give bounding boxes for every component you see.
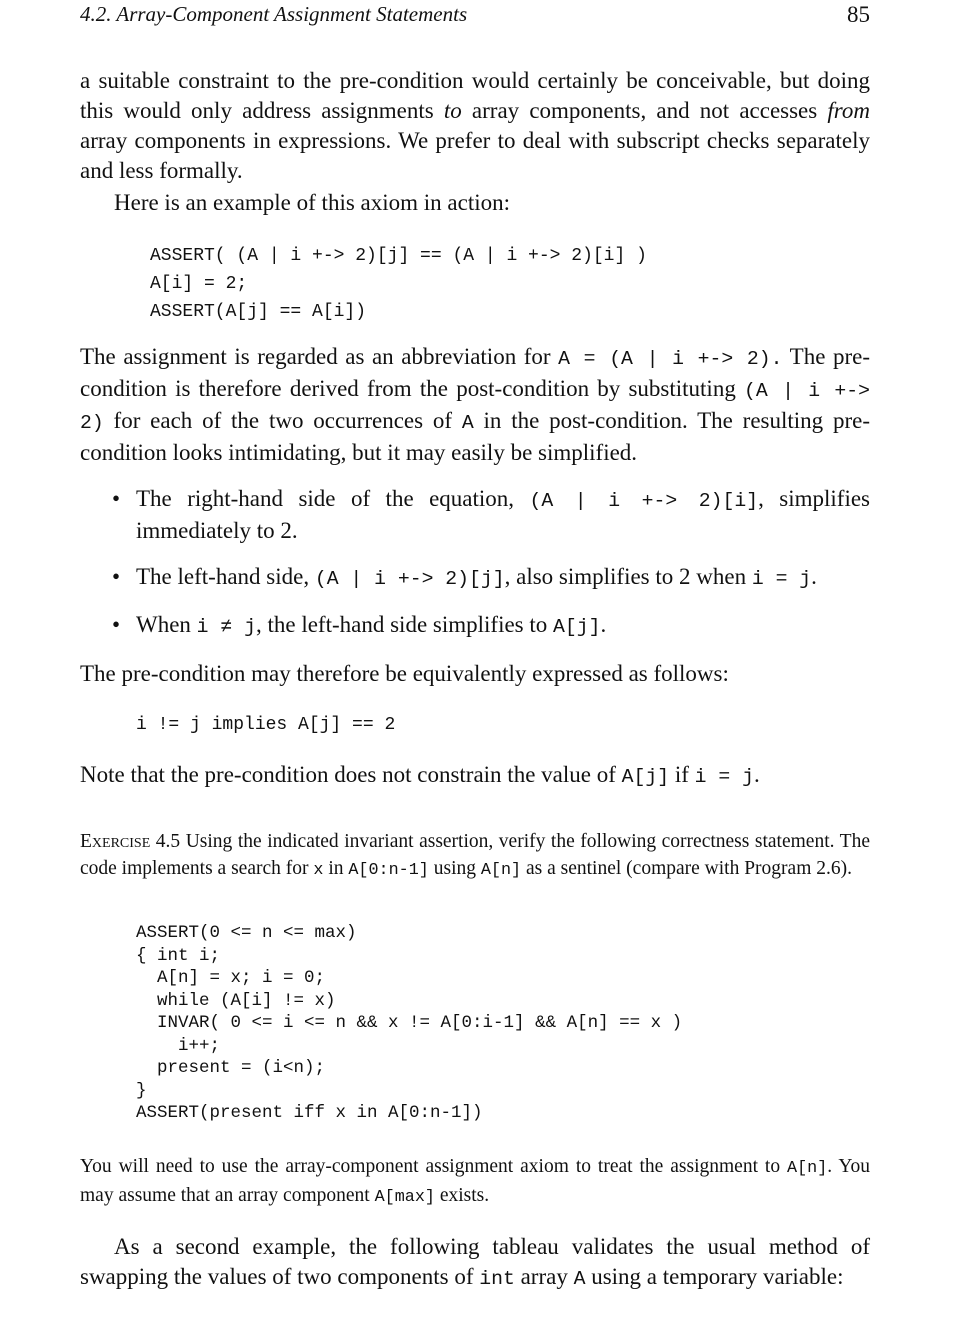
text: The left-hand side, — [136, 564, 315, 589]
bullet-list — [80, 484, 870, 642]
exercise-code-block: ASSERT(0 <= n <= max) { int i; A[n] = x; i = 0; while (A[i] != x) INVAR( 0 <= i <= n && x != A[0:i-1] && A[n] == x ) i++; present = (i<n); } ASSERT(present iff x in A[0:n-1]) — [136, 923, 683, 1123]
exercise-note — [80, 1153, 870, 1211]
text: using a temporary variable: — [585, 1264, 844, 1289]
exercise-number: 4.5 — [155, 831, 181, 852]
text: The pre-condition is therefore derived from the post-condition by substituting — [80, 344, 870, 401]
text: , the left-hand side simplifies to — [255, 612, 554, 637]
section-title: 4.2. Array-Component Assignment Statements — [80, 2, 468, 26]
text: . — [600, 612, 607, 637]
text: The right-hand side of the equation, — [136, 486, 530, 511]
code-inline: int — [479, 1268, 515, 1290]
exercise-statement — [80, 828, 870, 884]
running-header — [80, 2, 870, 32]
text: . — [753, 762, 760, 787]
text: array — [514, 1264, 574, 1289]
code-inline: A[max] — [374, 1188, 435, 1207]
bullet-icon: • — [112, 564, 121, 589]
text: in the post-condition. The resulting pre-condition looks intimidating, but it may easily be simplified. — [80, 408, 870, 465]
text: array components, and not accesses — [461, 98, 828, 123]
code-inline: A — [461, 412, 474, 434]
paragraph-6 — [80, 1232, 870, 1294]
code-inline: (A | i +-> 2)[j] — [314, 568, 505, 590]
page-number: 85 — [847, 2, 870, 27]
text: . You may assume that an array component — [80, 1156, 870, 1206]
paragraph-2: Here is an example of this axiom in action: — [114, 190, 510, 215]
text: as a sentinel (compare with Program 2.6). — [521, 858, 852, 879]
exercise-label: Exercise — [80, 831, 151, 852]
paragraph-3 — [80, 342, 870, 468]
code-inline: A[j] — [621, 766, 670, 788]
text: exists. — [434, 1185, 490, 1206]
text: , also simplifies to 2 when — [504, 564, 752, 589]
math-inline: i = j — [751, 568, 812, 590]
list-item — [80, 484, 870, 546]
list-item — [80, 562, 870, 594]
code-inline: A — [573, 1268, 586, 1290]
text: using — [428, 858, 481, 879]
math-inline: i ≠ j — [196, 616, 256, 638]
bullet-icon: • — [112, 612, 121, 637]
text: Note that the pre-condition does not constrain the value of — [80, 762, 622, 787]
emphasis-to: to — [443, 98, 462, 123]
text: for each of the two occurrences of — [103, 408, 462, 433]
bullet-icon: • — [112, 486, 121, 511]
text: As a second example, the following tableau validates the usual method of swapping the values of two components of — [80, 1234, 870, 1289]
code-inline: (A | i +-> 2) — [80, 380, 870, 434]
code-block-2: i != j implies A[j] == 2 — [136, 715, 396, 735]
code-inline: x — [313, 861, 324, 880]
text: When — [136, 612, 197, 637]
text: in — [323, 858, 349, 879]
emphasis-from: from — [827, 98, 870, 123]
code-inline: A[n] — [787, 1159, 828, 1178]
text: Using the indicated invariant assertion, verify the following correctness statement. The code implements a search for — [80, 831, 871, 879]
text: array components in expressions. We prefer to deal with subscript checks separately and less formally. — [80, 128, 870, 183]
paragraph-1 — [80, 66, 870, 186]
list-item — [80, 610, 870, 642]
code-inline: A = (A | i +-> 2). — [558, 348, 783, 370]
code-inline: A[0:n-1] — [348, 861, 429, 880]
code-inline: A[n] — [480, 861, 522, 880]
code-inline: (A | i +-> 2)[i] — [529, 490, 759, 512]
text: . — [811, 564, 817, 589]
code-block-1: ASSERT( (A | i +-> 2)[j] == (A | i +-> 2)[i] ) A[i] = 2; ASSERT(A[j] == A[i]) — [150, 246, 647, 322]
text: , simplifies immediately to 2. — [136, 486, 870, 543]
text: if — [669, 762, 695, 787]
text: The assignment is regarded as an abbreviation for — [80, 344, 559, 369]
math-inline: i = j — [694, 766, 754, 788]
paragraph-5 — [80, 760, 870, 792]
text: You will need to use the array-component assignment axiom to treat the assignment to — [80, 1156, 788, 1177]
text: a suitable constraint to the pre-condition would certainly be conceivable, but doing this would only address assignments — [80, 68, 870, 123]
code-inline: A[j] — [553, 616, 601, 638]
paragraph-4: The pre-condition may therefore be equivalently expressed as follows: — [80, 661, 729, 686]
